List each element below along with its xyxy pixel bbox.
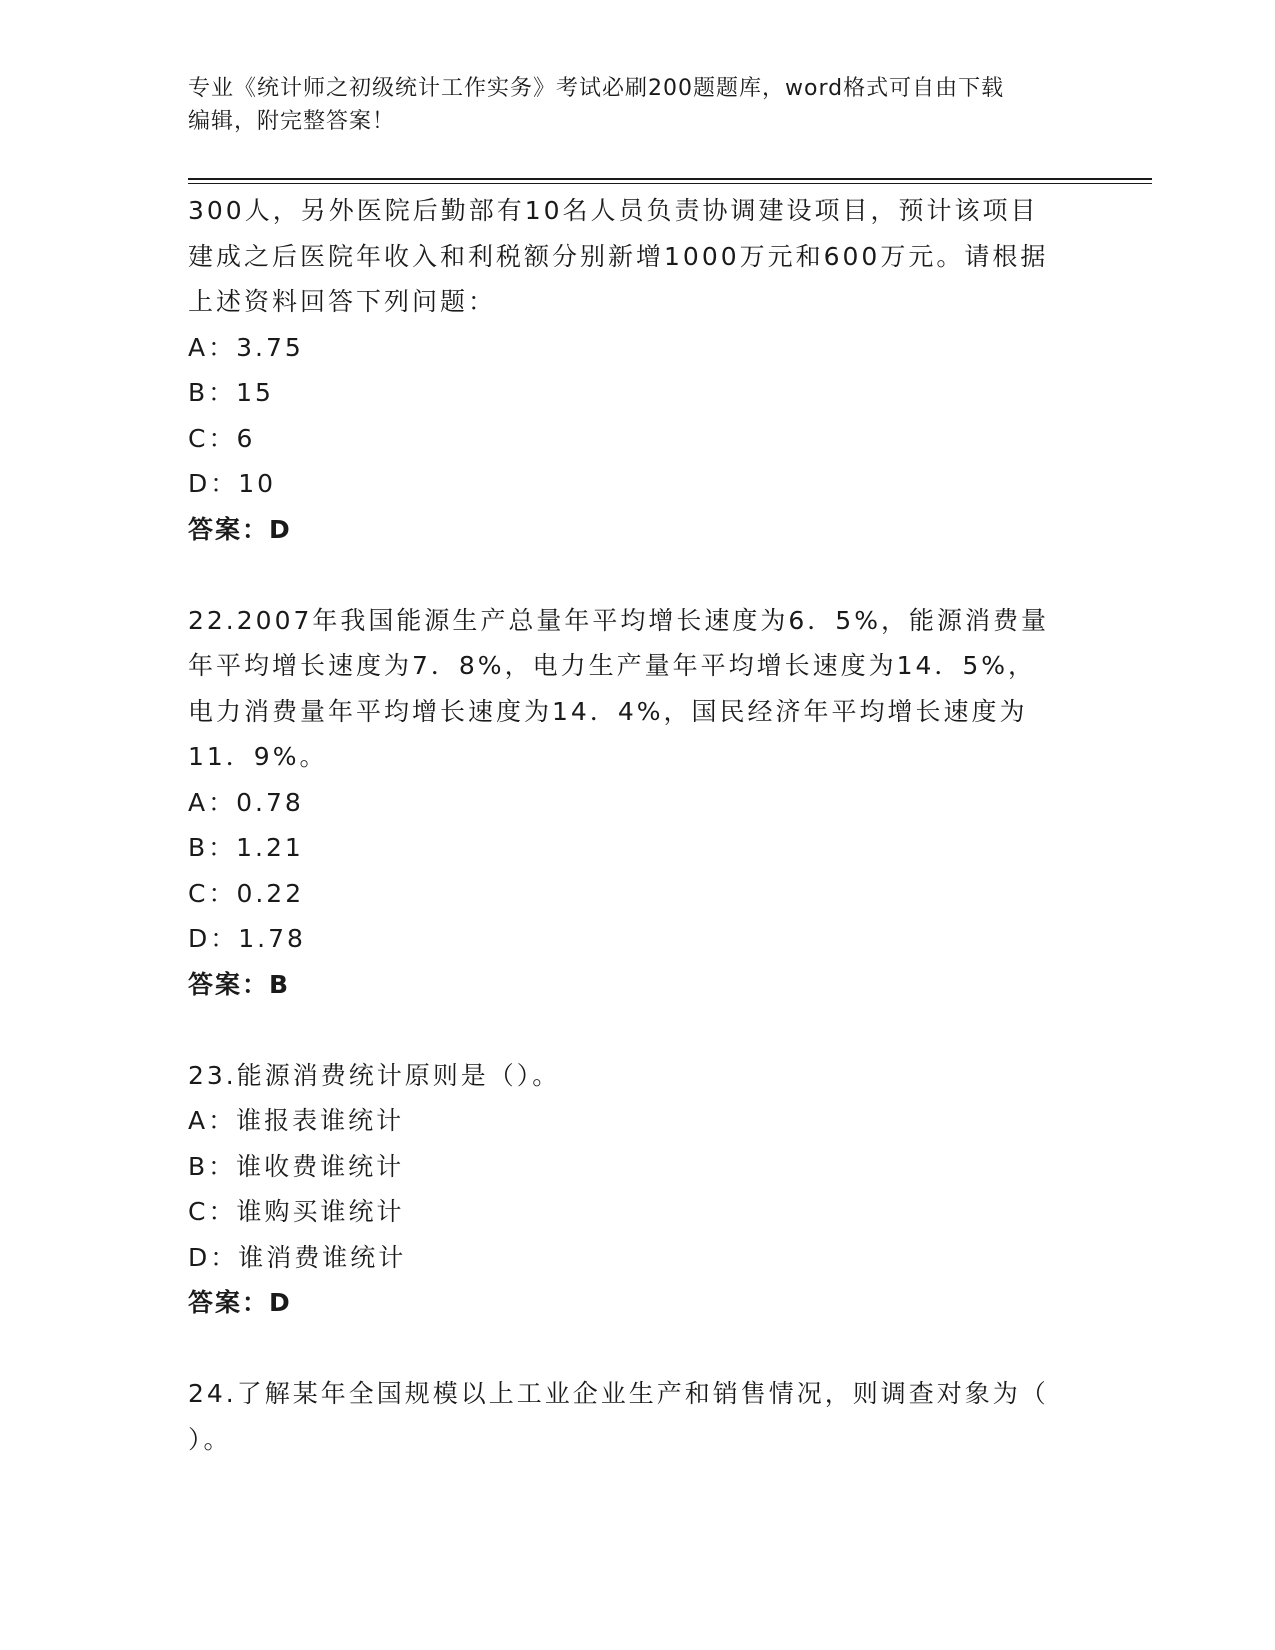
option-a: A：3.75: [188, 332, 304, 362]
question-text-line: 上述资料回答下列问题：: [188, 287, 497, 316]
question-text-line: 年平均增长速度为7．8%，电力生产量年平均增长速度为14．5%，: [188, 651, 1037, 680]
header-divider-thin: [188, 183, 1152, 184]
question-list: [188, 188, 1088, 1462]
question-23: [188, 1053, 1088, 1326]
question-text-line: 建成之后医院年收入和利税额分别新增1000万元和600万元。请根据: [188, 241, 1049, 271]
header-divider-thick: [188, 178, 1152, 180]
answer-label: 答案：D: [188, 1288, 292, 1317]
option-c: C：6: [188, 423, 256, 453]
question-24: [188, 1371, 1088, 1462]
option-a: A：谁报表谁统计: [188, 1106, 405, 1135]
answer-label: 答案：B: [188, 969, 291, 999]
option-c: C：0.22: [188, 878, 305, 908]
question-text-line: ）。: [188, 1424, 232, 1454]
document-header: [188, 72, 1088, 138]
spacer: [188, 1326, 1088, 1372]
header-line-1: 专业《统计师之初级统计工作实务》考试必刷200题题库，word格式可自由下载: [188, 76, 1005, 101]
option-b: B：15: [188, 378, 274, 407]
option-b: B：1.21: [188, 833, 304, 862]
spacer: [188, 552, 1088, 598]
question-text-line: 24.了解某年全国规模以上工业企业生产和销售情况，则调查对象为（: [188, 1379, 1049, 1408]
answer-label: 答案：D: [188, 514, 292, 544]
question-text-line: 300人，另外医院后勤部有10名人员负责协调建设项目，预计该项目: [188, 196, 1039, 225]
question-21: [188, 188, 1088, 552]
question-text-line: 电力消费量年平均增长速度为14．4%，国民经济年平均增长速度为: [188, 696, 1028, 726]
spacer: [188, 1007, 1088, 1053]
question-text-line: 23.能源消费统计原则是（）。: [188, 1060, 561, 1090]
option-b: B：谁收费谁统计: [188, 1151, 405, 1181]
option-a: A：0.78: [188, 787, 304, 817]
option-d: D：10: [188, 469, 277, 498]
option-c: C：谁购买谁统计: [188, 1197, 405, 1226]
option-d: D：谁消费谁统计: [188, 1242, 407, 1272]
question-text-line: 11．9%。: [188, 742, 328, 771]
option-d: D：1.78: [188, 924, 306, 953]
header-line-2: 编辑，附完整答案！: [188, 109, 396, 134]
question-text-line: 22.2007年我国能源生产总量年平均增长速度为6．5%，能源消费量: [188, 605, 1049, 635]
question-22: [188, 598, 1088, 1008]
